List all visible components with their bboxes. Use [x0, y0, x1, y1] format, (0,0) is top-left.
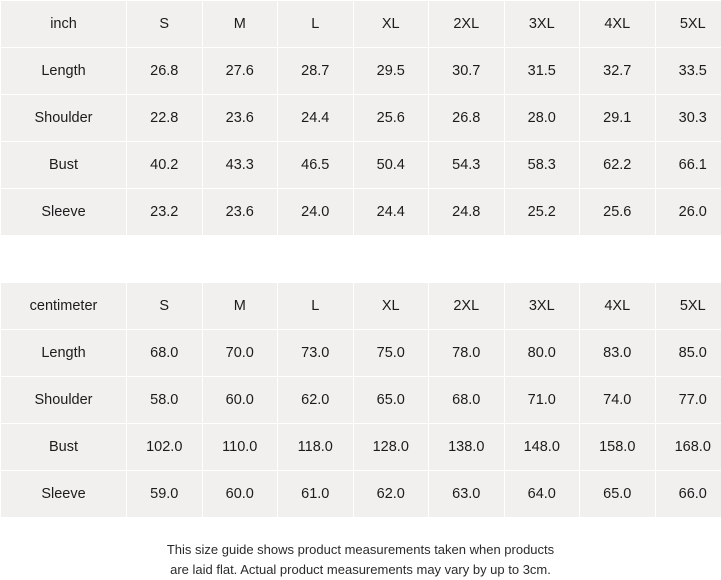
measure-label-shoulder: Shoulder [1, 377, 127, 424]
cell-value: 68.0 [429, 377, 505, 424]
size-header-3xl: 3XL [504, 1, 580, 48]
cell-value: 62.0 [353, 471, 429, 518]
cell-value: 66.1 [655, 142, 721, 189]
size-header-s: S [127, 1, 203, 48]
cell-value: 63.0 [429, 471, 505, 518]
cell-value: 75.0 [353, 330, 429, 377]
cell-value: 31.5 [504, 48, 580, 95]
cell-value: 26.0 [655, 189, 721, 236]
size-header-m: M [202, 283, 278, 330]
size-guide-note [0, 518, 721, 580]
cell-value: 62.0 [278, 377, 354, 424]
cell-value: 73.0 [278, 330, 354, 377]
unit-label-inch: inch [1, 1, 127, 48]
cell-value: 33.5 [655, 48, 721, 95]
cell-value: 23.6 [202, 95, 278, 142]
cell-value: 29.5 [353, 48, 429, 95]
table-row [1, 377, 721, 424]
cell-value: 65.0 [580, 471, 656, 518]
cell-value: 59.0 [127, 471, 203, 518]
cell-value: 65.0 [353, 377, 429, 424]
table-row [1, 48, 721, 95]
cell-value: 30.7 [429, 48, 505, 95]
table-row [1, 189, 721, 236]
size-header-l: L [278, 1, 354, 48]
cell-value: 23.2 [127, 189, 203, 236]
measure-label-bust: Bust [1, 142, 127, 189]
cell-value: 110.0 [202, 424, 278, 471]
cell-value: 62.2 [580, 142, 656, 189]
cell-value: 70.0 [202, 330, 278, 377]
size-guide-note-line1: This size guide shows product measurements taken when products [0, 540, 721, 560]
cell-value: 30.3 [655, 95, 721, 142]
cell-value: 85.0 [655, 330, 721, 377]
size-header-2xl: 2XL [429, 1, 505, 48]
cell-value: 64.0 [504, 471, 580, 518]
measure-label-length: Length [1, 330, 127, 377]
cell-value: 61.0 [278, 471, 354, 518]
cell-value: 27.6 [202, 48, 278, 95]
cell-value: 77.0 [655, 377, 721, 424]
measure-label-sleeve: Sleeve [1, 189, 127, 236]
cell-value: 40.2 [127, 142, 203, 189]
cell-value: 68.0 [127, 330, 203, 377]
cell-value: 83.0 [580, 330, 656, 377]
cell-value: 128.0 [353, 424, 429, 471]
size-header-l: L [278, 283, 354, 330]
size-header-m: M [202, 1, 278, 48]
cell-value: 22.8 [127, 95, 203, 142]
cell-value: 102.0 [127, 424, 203, 471]
cell-value: 158.0 [580, 424, 656, 471]
cell-value: 66.0 [655, 471, 721, 518]
cell-value: 24.4 [278, 95, 354, 142]
cell-value: 46.5 [278, 142, 354, 189]
cell-value: 24.0 [278, 189, 354, 236]
cell-value: 23.6 [202, 189, 278, 236]
size-header-xl: XL [353, 1, 429, 48]
measure-label-bust: Bust [1, 424, 127, 471]
cell-value: 24.4 [353, 189, 429, 236]
table-row [1, 471, 721, 518]
table-row [1, 95, 721, 142]
size-header-3xl: 3XL [504, 283, 580, 330]
table-row [1, 330, 721, 377]
table-separator [0, 236, 721, 282]
cell-value: 74.0 [580, 377, 656, 424]
cell-value: 78.0 [429, 330, 505, 377]
size-header-xl: XL [353, 283, 429, 330]
size-header-s: S [127, 283, 203, 330]
cell-value: 58.0 [127, 377, 203, 424]
cell-value: 50.4 [353, 142, 429, 189]
size-header-5xl: 5XL [655, 283, 721, 330]
size-header-2xl: 2XL [429, 283, 505, 330]
size-header-5xl: 5XL [655, 1, 721, 48]
cell-value: 168.0 [655, 424, 721, 471]
table-row [1, 142, 721, 189]
cell-value: 60.0 [202, 377, 278, 424]
size-header-4xl: 4XL [580, 1, 656, 48]
cell-value: 28.7 [278, 48, 354, 95]
table-header-row [1, 1, 721, 48]
measure-label-length: Length [1, 48, 127, 95]
cell-value: 28.0 [504, 95, 580, 142]
cell-value: 71.0 [504, 377, 580, 424]
cell-value: 118.0 [278, 424, 354, 471]
cell-value: 80.0 [504, 330, 580, 377]
cell-value: 60.0 [202, 471, 278, 518]
size-header-4xl: 4XL [580, 283, 656, 330]
cell-value: 25.6 [353, 95, 429, 142]
cell-value: 32.7 [580, 48, 656, 95]
cell-value: 58.3 [504, 142, 580, 189]
cell-value: 138.0 [429, 424, 505, 471]
cell-value: 26.8 [127, 48, 203, 95]
measure-label-shoulder: Shoulder [1, 95, 127, 142]
unit-label-centimeter: centimeter [1, 283, 127, 330]
table-header-row [1, 283, 721, 330]
cell-value: 148.0 [504, 424, 580, 471]
cell-value: 26.8 [429, 95, 505, 142]
cell-value: 24.8 [429, 189, 505, 236]
cell-value: 25.6 [580, 189, 656, 236]
cell-value: 43.3 [202, 142, 278, 189]
measure-label-sleeve: Sleeve [1, 471, 127, 518]
cell-value: 25.2 [504, 189, 580, 236]
table-row [1, 424, 721, 471]
cell-value: 54.3 [429, 142, 505, 189]
size-table-inch [0, 0, 721, 236]
size-guide-note-line2: are laid flat. Actual product measurements may vary by up to 3cm. [0, 560, 721, 580]
cell-value: 29.1 [580, 95, 656, 142]
size-table-centimeter [0, 282, 721, 518]
